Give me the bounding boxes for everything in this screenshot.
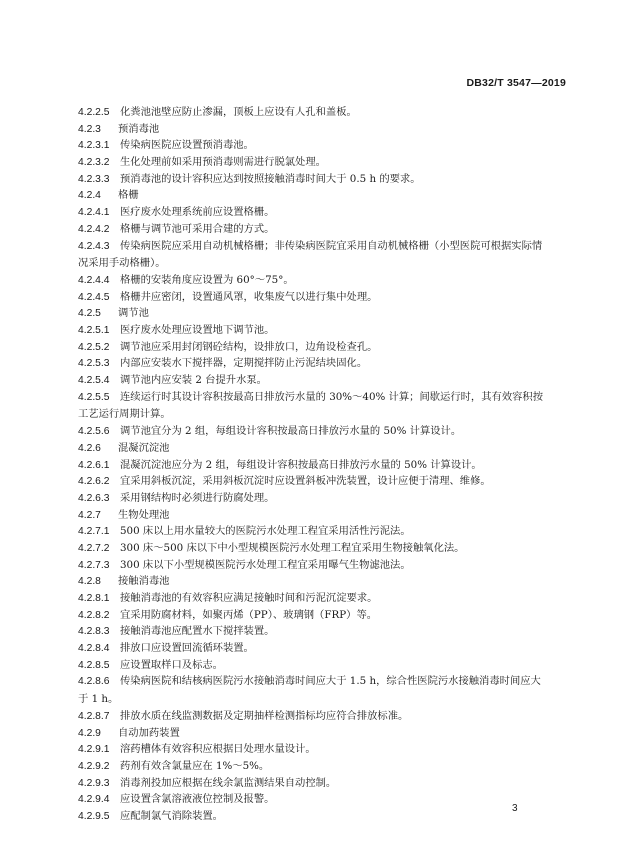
clause-item: [78, 758, 564, 775]
clause-item: [78, 808, 564, 825]
clause-text: 化粪池池壁应防止渗漏，顶板上应设有人孔和盖板。: [120, 106, 357, 118]
clause-item: [78, 741, 564, 758]
clause-item: [78, 775, 564, 792]
clause-text: 格栅与调节池可采用合建的方式。: [120, 222, 275, 235]
section-title: 调节池: [118, 307, 149, 320]
clause-number: 4.2.7.1: [78, 526, 110, 538]
clause-text: 采用钢结构时必须进行防腐处理。: [120, 491, 275, 504]
section-title: 混凝沉淀池: [118, 441, 170, 454]
clause-number: 4.2.8.4: [78, 643, 110, 655]
clause-number: 4.2.4.1: [78, 207, 110, 219]
clause-item: [78, 640, 564, 657]
clause-text: 格栅井应密闭，设置通风罩，收集废气以进行集中处理。: [120, 290, 378, 303]
clause-number: 4.2.8.7: [78, 710, 110, 722]
clause-text: 格栅的安装角度应设置为 60°～75°。: [120, 273, 294, 286]
section-heading: [78, 507, 564, 524]
clause-number: 4.2.8.1: [78, 593, 110, 604]
document-body: [78, 104, 564, 825]
section-title: 格栅: [118, 189, 139, 202]
clause-number: 4.2.2.5: [78, 107, 110, 118]
clause-number: 4.2.9.3: [78, 777, 110, 789]
section-heading: [78, 187, 564, 204]
document-code: DB32/T 3547—2019: [466, 77, 566, 89]
clause-text: 接触消毒池的有效容积应满足接触时间和污泥沉淀要求。: [120, 592, 378, 604]
clause-number: 4.2.6: [78, 442, 101, 454]
clause-number: 4.2.5.3: [78, 358, 110, 370]
clause-number: 4.2.9.5: [78, 810, 110, 822]
clause-item: [78, 457, 564, 474]
clause-number: 4.2.8: [78, 576, 101, 588]
clause-text: 应设置取样口及标志。: [120, 658, 223, 671]
clause-text: 医疗废水处理应设置地下调节池。: [120, 323, 275, 336]
clause-item: [78, 708, 564, 725]
clause-number: 4.2.7.3: [78, 559, 110, 571]
clause-item: [78, 623, 564, 640]
clause-item: [78, 171, 564, 188]
clause-number: 4.2.6.3: [78, 492, 110, 504]
clause-number: 4.2.8.3: [78, 626, 110, 638]
clause-text: 300 床～500 床以下中小型规模医院污水处理工程宜采用生物接触氧化法。: [120, 541, 465, 554]
clause-text: 传染病医院应设置预消毒池。: [120, 139, 254, 152]
clause-number: 4.2.7.2: [78, 542, 110, 554]
clause-text: 溶药槽体有效容积应根据日处理水量设计。: [120, 743, 316, 756]
clause-item: [78, 154, 564, 171]
clause-number: 4.2.4.5: [78, 291, 110, 303]
clause-text: 预消毒池的设计容积应达到按照接触消毒时间大于 0.5 h 的要求。: [120, 172, 421, 185]
clause-text: 500 床以上用水量较大的医院污水处理工程宜采用活性污泥法。: [120, 525, 411, 538]
clause-item: [78, 673, 564, 707]
section-title: 生物处理池: [118, 508, 170, 521]
clause-number: 4.2.5: [78, 308, 101, 320]
clause-text: 应配制氯气消除装置。: [120, 809, 223, 822]
clause-text: 医疗废水处理系统前应设置格栅。: [120, 206, 275, 219]
section-heading: [78, 725, 564, 742]
clause-text: 药剂有效含氯量应在 1%～5%。: [120, 759, 270, 772]
clause-number: 4.2.8.6: [78, 676, 110, 688]
clause-item: [78, 322, 564, 339]
clause-number: 4.2.5.1: [78, 324, 110, 336]
clause-item: [78, 372, 564, 389]
clause-item: [78, 339, 564, 356]
clause-text: 宜采用防腐材料，如聚丙烯（PP）、玻璃钢（FRP）等。: [120, 608, 378, 621]
clause-number: 4.2.3.1: [78, 140, 110, 152]
clause-number: 4.2.8.5: [78, 659, 110, 671]
clause-text: 调节池内应安装 2 台提升水泵。: [120, 374, 267, 387]
clause-number: 4.2.5.5: [78, 391, 110, 403]
clause-item: [78, 289, 564, 306]
clause-number: 4.2.9.4: [78, 794, 110, 806]
clause-item: [78, 590, 564, 607]
clause-item: [78, 490, 564, 507]
clause-text: 接触消毒池应配置水下搅拌装置。: [120, 625, 275, 638]
clause-text: 300 床以下小型规模医院污水处理工程宜采用曝气生物滤池法。: [120, 558, 411, 571]
clause-number: 4.2.4: [78, 190, 101, 202]
clause-item: [78, 657, 564, 674]
clause-number: 4.2.9.1: [78, 744, 110, 756]
clause-text: 内部应安装水下搅拌器，定期搅拌防止污泥结块固化。: [120, 357, 368, 370]
clause-text: 传染病医院应采用自动机械格栅；非传染病医院宜采用自动机械格栅（小型医院可根据实际情: [120, 239, 543, 252]
clause-item: [78, 355, 564, 372]
clause-text: 排放水质在线监测数据及定期抽样检测指标均应符合排放标准。: [120, 709, 409, 722]
clause-item: [78, 104, 564, 121]
clause-number: 4.2.4.3: [78, 240, 110, 252]
clause-item: [78, 473, 564, 490]
clause-text: 调节池应采用封闭钢砼结构，设排放口，边角设检查孔。: [120, 340, 378, 353]
clause-item: [78, 540, 564, 557]
clause-number: 4.2.4.4: [78, 274, 110, 286]
clause-item: [78, 238, 564, 272]
section-heading: [78, 121, 564, 138]
clause-text: 排放口应设置回流循环装置。: [120, 642, 254, 655]
clause-item: [78, 523, 564, 540]
page-number: 3: [512, 803, 518, 814]
clause-number: 4.2.8.2: [78, 609, 110, 621]
clause-text: 生化处理前如采用预消毒则需进行脱氯处理。: [120, 156, 326, 169]
clause-number: 4.2.7: [78, 509, 101, 521]
clause-text: 消毒剂投加应根据在线余氯监测结果自动控制。: [120, 776, 337, 789]
clause-item: [78, 557, 564, 574]
clause-number: 4.2.5.4: [78, 375, 110, 387]
clause-item: [78, 272, 564, 289]
clause-item: [78, 221, 564, 238]
clause-text-continuation: 于 1 h。: [78, 693, 119, 706]
clause-text: 宜采用斜板沉淀，采用斜板沉淀时应设置斜板冲洗装置，设计应便于清理、维修。: [120, 475, 491, 488]
clause-number: 4.2.9.2: [78, 760, 110, 772]
clause-item: [78, 607, 564, 624]
clause-number: 4.2.4.2: [78, 223, 110, 235]
section-heading: [78, 305, 564, 322]
section-heading: [78, 440, 564, 457]
clause-number: 4.2.5.6: [78, 426, 110, 438]
section-title: 接触消毒池: [118, 575, 170, 588]
clause-text: 混凝沉淀池应分为 2 组，每组设计容积按最高日排放污水量的 50% 计算设计。: [120, 458, 482, 471]
clause-item: [78, 137, 564, 154]
clause-number: 4.2.6.1: [78, 459, 110, 471]
clause-text: 调节池宜分为 2 组，每组设计容积按最高日排放污水量的 50% 计算设计。: [120, 425, 462, 438]
clause-text: 应设置含氯溶液液位控制及报警。: [120, 793, 275, 806]
clause-number: 4.2.6.2: [78, 476, 110, 488]
clause-item: [78, 423, 564, 440]
clause-number: 4.2.3.3: [78, 173, 110, 185]
clause-number: 4.2.5.2: [78, 341, 110, 353]
clause-number: 4.2.9: [78, 727, 101, 739]
clause-item: [78, 204, 564, 221]
section-title: 预消毒池: [118, 122, 160, 135]
clause-text-continuation: 工艺运行周期计算。: [78, 408, 171, 421]
clause-item: [78, 389, 564, 423]
clause-number: 4.2.3: [78, 123, 101, 135]
section-title: 自动加药装置: [118, 726, 180, 739]
clause-text: 连续运行时其设计容积按最高日排放污水量的 30%～40% 计算；间歇运行时，其有效容积按: [120, 390, 544, 403]
section-heading: [78, 573, 564, 590]
clause-text: 传染病医院和结核病医院污水接触消毒时间应大于 1.5 h，综合性医院污水接触消毒时间应大: [120, 675, 541, 688]
clause-text-continuation: 况采用手动格栅）。: [78, 257, 166, 270]
clause-number: 4.2.3.2: [78, 157, 110, 169]
clause-item: [78, 791, 564, 808]
